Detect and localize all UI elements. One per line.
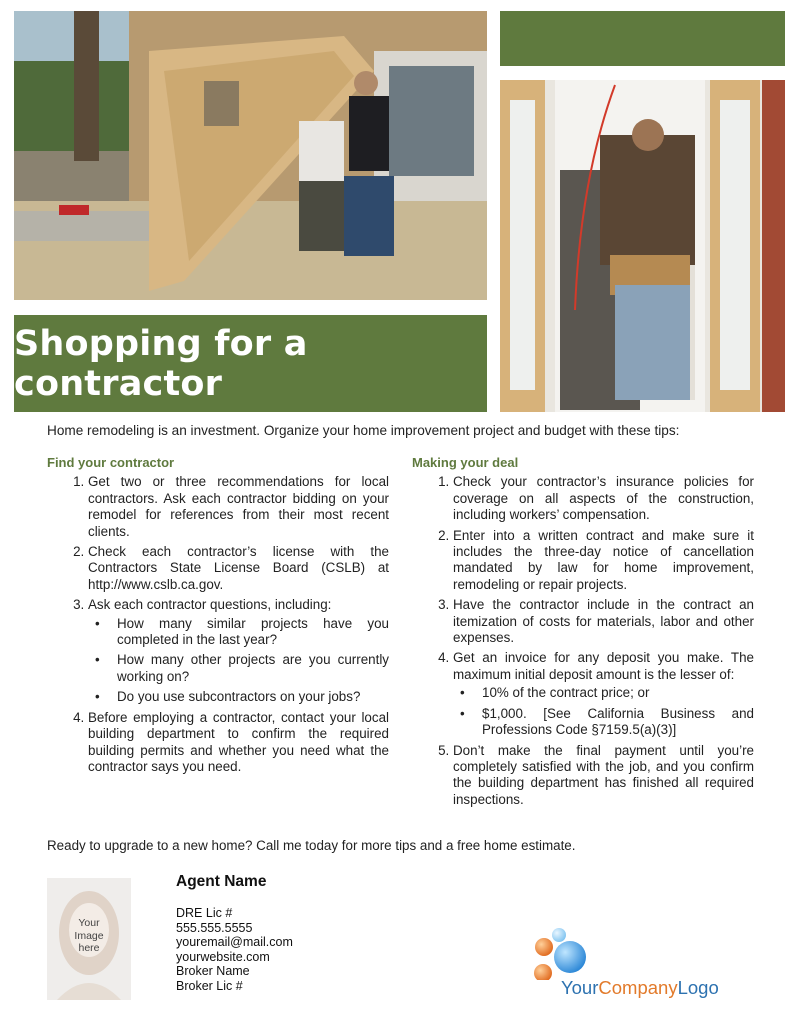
call-to-action-text: Ready to upgrade to a new home? Call me today for more tips and a free home estimate.: [47, 838, 576, 853]
list-item: 1. Check your contractor’s insurance policies for coverage on all aspects of the construction, including workers’ compensation.: [453, 474, 754, 523]
list-item-text: Ask each contractor questions, including:: [88, 597, 332, 613]
worker-installing-door-photo: [500, 80, 785, 412]
list-item: [88, 597, 389, 705]
making-deal-section: [412, 455, 754, 812]
intro-text: Home remodeling is an investment. Organize your home improvement project and budget with these tips:: [47, 423, 680, 438]
logo-wordmark: YourCompanyLogo: [561, 977, 719, 998]
list-item: 2. Check each contractor’s license with the Contractors State License Board (CSLB) at http://www.cslb.ca.gov.: [88, 544, 389, 593]
questions-list: [88, 616, 389, 706]
header-accent-band: [500, 11, 785, 66]
logo-bubbles-icon: [528, 924, 608, 980]
workers-raising-wall-photo: [14, 11, 487, 300]
agent-website: yourwebsite.com: [176, 949, 270, 964]
agent-dre-license: DRE Lic #: [176, 906, 233, 920]
company-logo: [528, 924, 758, 1004]
find-contractor-heading: Find your contractor: [47, 455, 175, 470]
agent-phone: 555.555.5555: [176, 920, 253, 935]
broker-name: Broker Name: [176, 964, 250, 979]
agent-email: youremail@mail.com: [176, 935, 293, 950]
list-item-text: Get an invoice for any deposit you make. The maximum initial deposit amount is the lesser of:: [453, 650, 754, 682]
title-band: [14, 315, 487, 412]
making-deal-list: [412, 474, 754, 808]
broker-license: Broker Lic #: [176, 978, 243, 993]
question-item: • How many other projects are you currently working on?: [117, 652, 389, 685]
agent-photo-placeholder: [47, 878, 131, 1000]
list-item: 3. Have the contractor include in the contract an itemization of costs for materials, labor and other expenses.: [453, 597, 754, 646]
making-deal-heading: Making your deal: [412, 455, 519, 470]
list-item: [453, 650, 754, 738]
agent-photo-caption: Your Image here: [74, 917, 104, 954]
find-contractor-list: [47, 474, 389, 775]
list-item: 5. Don’t make the final payment until you’re completely satisfied with the job, and you confirm the building department has finished all required inspections.: [453, 743, 754, 809]
deposit-option: • $1,000. [See California Business and Professions Code §7159.5(a)(3)]: [482, 706, 754, 739]
list-item: 4. Before employing a contractor, contact your local building department to confirm the required building permits and whether you need what the contractor says you need.: [88, 710, 389, 776]
question-item: • How many similar projects have you completed in the last year?: [117, 616, 389, 649]
page-title: Shopping for a contractor: [14, 323, 308, 404]
list-item: 1. Get two or three recommendations for local contractors. Ask each contractor bidding on your remodel for references from their most recent clients.: [88, 474, 389, 540]
deposit-option: • 10% of the contract price; or: [482, 685, 754, 701]
agent-name: Agent Name: [176, 873, 267, 890]
find-contractor-section: [47, 455, 389, 779]
agent-contact-details: [176, 906, 293, 994]
deposit-options-list: [453, 685, 754, 738]
list-item: 2. Enter into a written contract and make sure it includes the three-day notice of cancellation mandated by law for home improvement, remodeling or repair projects.: [453, 528, 754, 594]
question-item: • Do you use subcontractors on your jobs?: [117, 689, 389, 705]
